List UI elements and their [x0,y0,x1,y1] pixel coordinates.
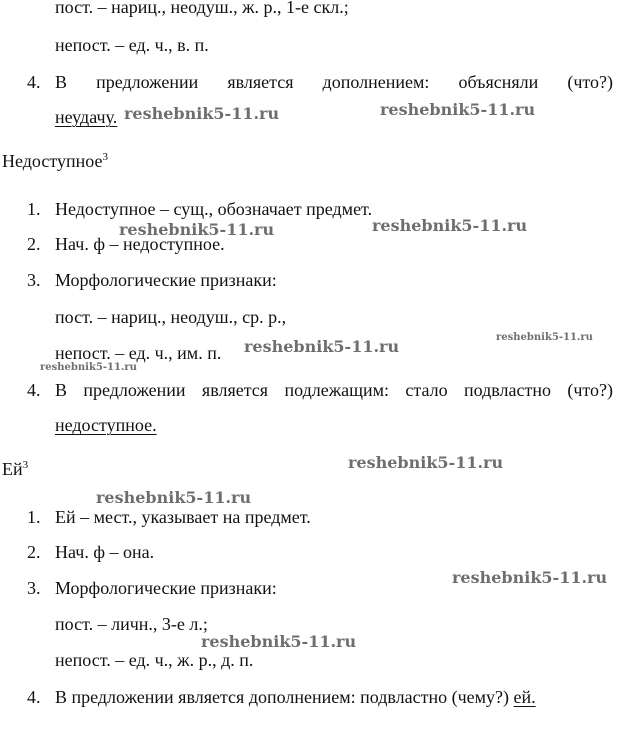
list-item-text: Нач. ф – недоступное. [55,234,225,254]
list-number: 2. [27,234,41,254]
list-item-text: Морфологические признаки: [55,270,277,290]
list-number: 3. [27,578,41,598]
watermark: reshebnik5-11.ru [496,332,593,343]
section-title [2,460,28,478]
list-item-text: Недоступное – сущ., обозначает предмет. [55,199,373,219]
watermark: reshebnik5-11.ru [348,453,504,472]
list-number: 4. [27,687,41,707]
list-number: 1. [27,199,41,219]
list-item-text: Ей – мест., указывает на предмет. [55,507,311,527]
morph-variable-line: непост. – ед. ч., им. п. [55,343,222,363]
morph-variable-line: непост. – ед. ч., в. п. [55,35,209,55]
watermark: reshebnik5-11.ru [372,216,528,235]
list-item-text-main: В предложении является дополнением: подвластно (чему?) [55,687,510,707]
list-item-text: Нач. ф – она. [55,542,155,562]
morph-constant-line: пост. – нариц., неодуш., ср. р., [55,307,287,327]
list-number: 2. [27,542,41,562]
section-title-sup: 3 [22,459,29,471]
list-number: 3. [27,270,41,290]
watermark: reshebnik5-11.ru [201,632,357,651]
section-title-text: Недоступное [2,151,103,171]
list-item-text: В предложении является дополнением: объясняли (что?) [55,72,613,92]
watermark: reshebnik5-11.ru [96,488,252,507]
watermark: reshebnik5-11.ru [452,568,608,587]
watermark: reshebnik5-11.ru [380,100,536,119]
morph-constant-line: пост. – личн., 3-е л.; [55,614,208,634]
list-item-text [55,688,536,706]
watermark: reshebnik5-11.ru [244,337,400,356]
morph-variable-line: непост. – ед. ч., ж. р., д. п. [55,650,254,670]
section-title-text: Ей [2,459,23,479]
section-title [2,152,108,170]
answer-word: ей. [513,687,536,707]
section-title-sup: 3 [102,151,108,163]
answer-word: недоступное. [55,415,157,435]
list-item-text: В предложении является подлежащим: стало подвластно (что?) [55,380,613,400]
watermark: reshebnik5-11.ru [119,220,275,239]
answer-word: неудачу. [55,107,118,127]
watermark: reshebnik5-11.ru [40,362,137,373]
watermark: reshebnik5-11.ru [124,104,280,123]
list-number: 1. [27,507,41,527]
morph-constant-line: пост. – нариц., неодуш., ж. р., 1-е скл.; [55,0,349,17]
list-item-text: Морфологические признаки: [55,578,277,598]
list-number: 4. [27,380,41,400]
list-number: 4. [27,72,41,92]
